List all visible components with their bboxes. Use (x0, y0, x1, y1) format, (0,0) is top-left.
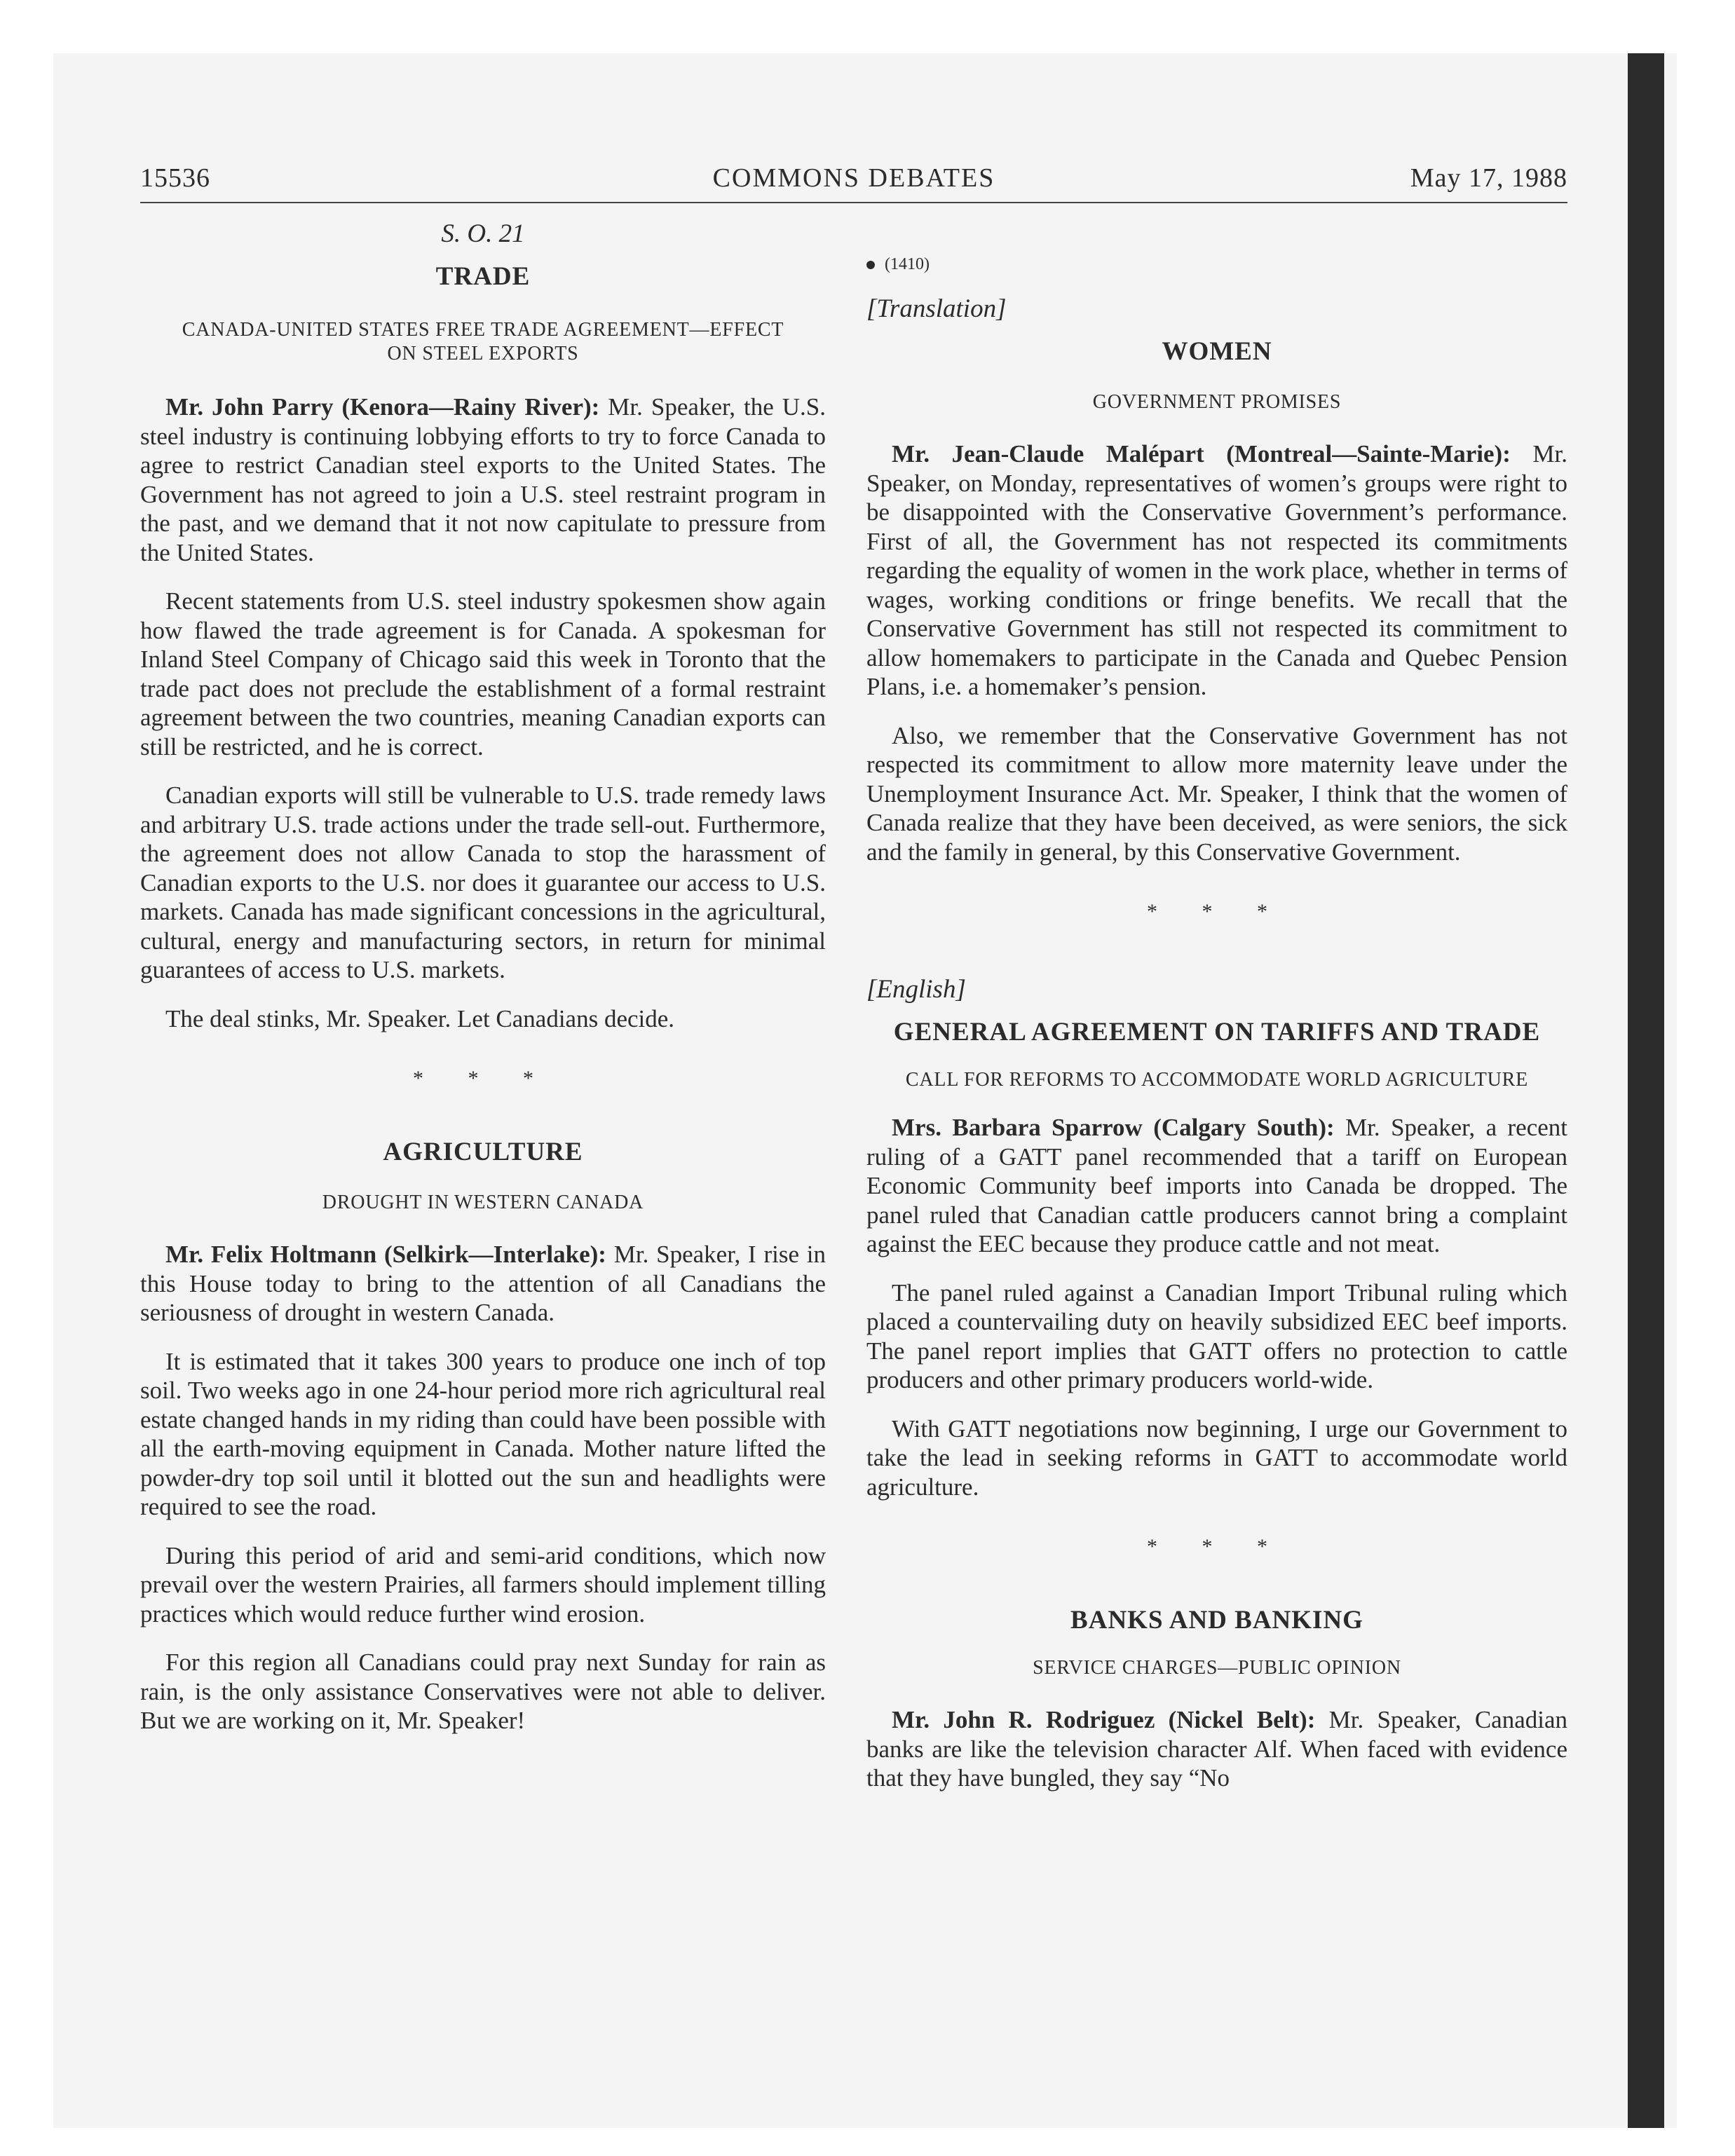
speaker-name: Mr. John Parry (Kenora—Rainy River): (165, 393, 600, 421)
section-subheading: GOVERNMENT PROMISES (1092, 391, 1342, 413)
section-subheading: CANADA-UNITED STATES FREE TRADE AGREEMENT—EFFECT ON STEEL EXPORTS (182, 319, 784, 364)
section-heading: AGRICULTURE (383, 1138, 583, 1166)
page-date: May 17, 1988 (1410, 163, 1567, 193)
paragraph: The panel ruled against a Canadian Import Tribunal ruling which placed a countervailing duty on heavily subsidized EEC beef imports. The panel report implies that GATT offers no protection to cattle producers and other primary producers world-wide. (866, 1278, 1567, 1393)
page-header (140, 163, 1567, 203)
standing-order: S. O. 21 (441, 219, 525, 248)
paragraph: Mrs. Barbara Sparrow (Calgary South): Mr. Speaker, a recent ruling of a GATT panel recommended that a tariff on European Economic Community beef imports into Canada be dropped. The panel ruled that Canadian cattle producers cannot bring a complaint against the EEC because they produce cattle and not meat. (866, 1114, 1568, 1257)
paragraph: Mr. John R. Rodriguez (Nickel Belt): Mr. Speaker, Canadian banks are like the television character Alf. When faced with evidence that they have bungled, they say “No (866, 1706, 1567, 1792)
speaker-name: Mr. Jean-Claude Malépart (Montreal—Sainte-Marie): (892, 440, 1511, 468)
language-marker: [Translation] (866, 294, 1007, 323)
section-gatt (866, 974, 1567, 1501)
language-marker: [English] (866, 975, 966, 1004)
paragraph: With GATT negotiations now beginning, I urge our Government to take the lead in seeking reforms in GATT to accommodate world agriculture. (866, 1414, 1567, 1501)
section-heading: TRADE (435, 262, 531, 291)
speaker-name: Mrs. Barbara Sparrow (Calgary South): (892, 1114, 1335, 1141)
section-women (866, 294, 1567, 866)
left-column (140, 219, 826, 1735)
section-separator: * * * (413, 1067, 553, 1090)
section-subheading: SERVICE CHARGES—PUBLIC OPINION (1033, 1657, 1401, 1679)
speaker-name: Mr. Felix Holtmann (Selkirk—Interlake): (165, 1241, 606, 1268)
publication-title: COMMONS DEBATES (712, 163, 995, 193)
scan-edge-bar (1628, 53, 1664, 2128)
paragraph: During this period of arid and semi-arid conditions, which now prevail over the western Prairies, all farmers should implement tilling practices which would reduce further wind erosion. (140, 1541, 826, 1628)
section-subheading: DROUGHT IN WESTERN CANADA (322, 1192, 644, 1213)
paragraph: For this region all Canadians could pray next Sunday for rain as rain, is the only assistance Conservatives were not able to deliver. But we are working on it, Mr. Speaker! (140, 1649, 826, 1734)
section-subheading: CALL FOR REFORMS TO ACCOMMODATE WORLD AGRICULTURE (905, 1069, 1529, 1091)
paragraph: Mr. Jean-Claude Malépart (Montreal—Sainte-Marie): Mr. Speaker, on Monday, representatives of women’s groups were right to be disappointed with the Conservative Government’s performance. First of all, the Government has not respected its commitments regarding the equality of women in the work place, whether in terms of wages, working conditions or fringe benefits. We recall that the Conservative Government has still not respected its commitment to allow homemakers to participate in the Canada and Quebec Pension Plans, i.e. a homemaker’s pension. (866, 440, 1567, 700)
section-heading: WOMEN (1162, 337, 1272, 366)
paragraph: Recent statements from U.S. steel industry spokesmen show again how flawed the trade agreement is for Canada. A spokesman for Inland Steel Company of Chicago said this week in Toronto that the trade pact does not preclude the establishment of a formal restraint agreement between the two countries, meaning Canadian exports can still be restricted, and he is correct. (140, 587, 826, 760)
section-banks (866, 1605, 1567, 1793)
bullet-icon (866, 261, 875, 269)
paragraph: Mr. Felix Holtmann (Selkirk—Interlake): Mr. Speaker, I rise in this House today to bring to the attention of all Canadians the seriousness of drought in western Canada. (140, 1241, 826, 1326)
section-separator: * * * (1147, 900, 1287, 923)
paragraph: Mr. John Parry (Kenora—Rainy River): Mr. Speaker, the U.S. steel industry is continuing lobbying efforts to try to force Canada to agree to restrict Canadian steel exports to the United States. The Government has not agreed to join a U.S. steel restraint program in the past, and we demand that it not now capitulate to pressure from the United States. (140, 393, 826, 566)
section-trade (140, 261, 826, 1033)
section-separator: * * * (1147, 1535, 1287, 1558)
time-marker: (1410) (866, 255, 1567, 274)
speaker-name: Mr. John R. Rodriguez (Nickel Belt): (892, 1706, 1316, 1733)
section-heading: GENERAL AGREEMENT ON TARIFFS AND TRADE (893, 1018, 1541, 1046)
paragraph: The deal stinks, Mr. Speaker. Let Canadians decide. (165, 1004, 675, 1032)
paragraph: It is estimated that it takes 300 years to produce one inch of top soil. Two weeks ago in one 24-hour period more rich agricultural real estate changed hands in my riding than could have been possible with all the earth-moving equipment in Canada. Mother nature lifted the powder-dry top soil until it blotted out the sun and headlights were required to see the road. (140, 1347, 826, 1520)
section-heading: BANKS AND BANKING (1070, 1606, 1363, 1635)
paragraph: Also, we remember that the Conservative Government has not respected its commitment to allow more maternity leave under the Unemployment Insurance Act. Mr. Speaker, I think that the women of Canada realize that they have been deceived, as were seniors, the sick and the family in general, by this Conservative Government. (866, 721, 1567, 866)
right-column (866, 219, 1567, 1793)
section-agriculture (140, 1137, 826, 1735)
paragraph: Canadian exports will still be vulnerable to U.S. trade remedy laws and arbitrary U.S. trade actions under the trade sell-out. Furthermore, the agreement does not allow Canada to stop the harassment of Canadian exports to the U.S. nor does it guarantee our access to U.S. markets. Canada has made significant concessions in the agricultural, cultural, energy and manufacturing sectors, in return for minimal guarantees of access to U.S. markets. (140, 782, 826, 983)
page-number: 15536 (140, 163, 210, 193)
